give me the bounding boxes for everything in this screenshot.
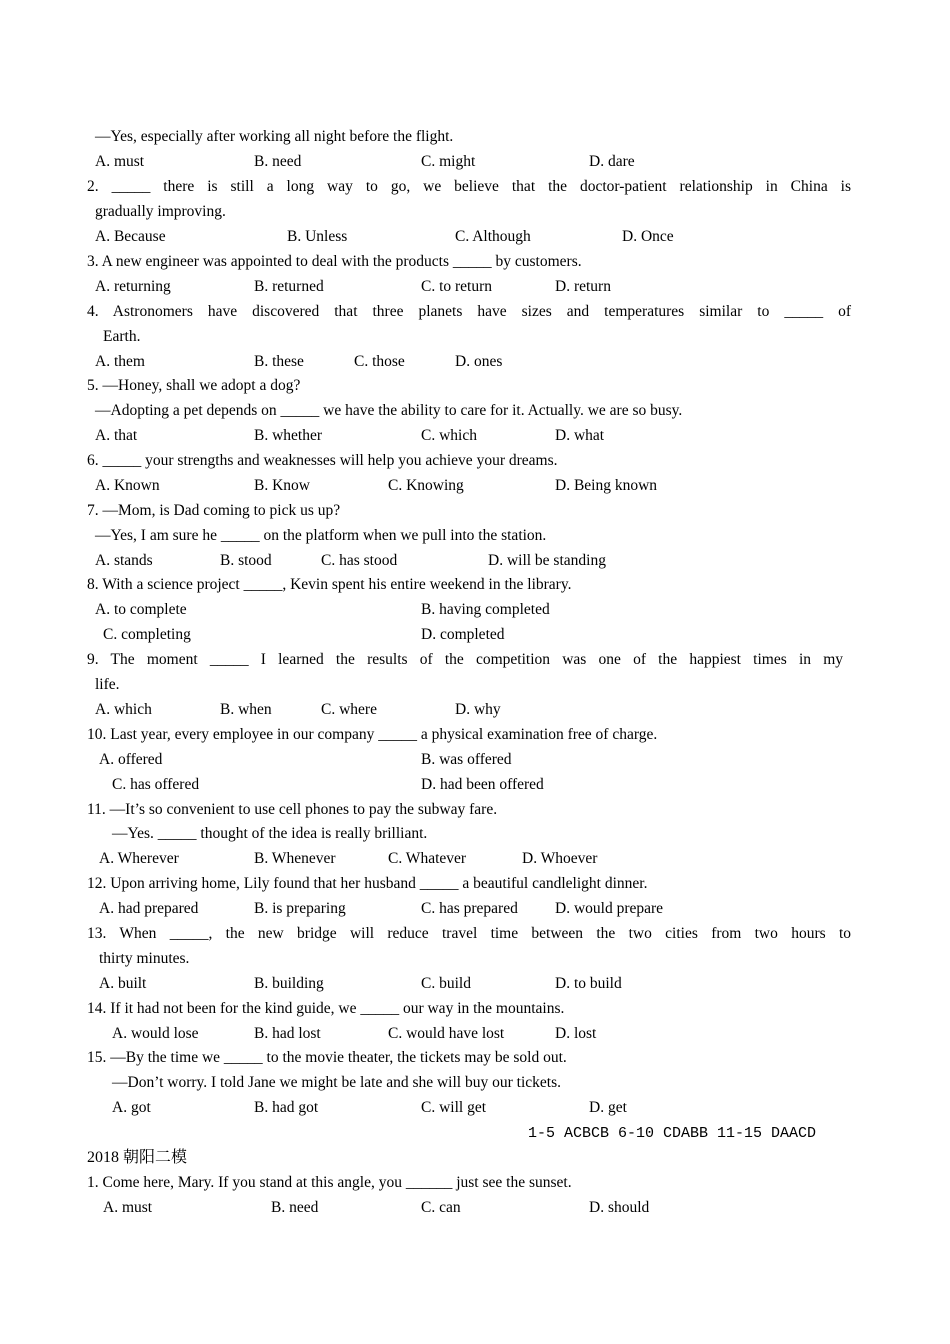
option-c: C. has offered bbox=[112, 776, 200, 793]
option-c: C. will get bbox=[421, 1099, 487, 1116]
section-title: 2018 朝阳二模 bbox=[87, 1149, 188, 1166]
option-c: C. where bbox=[321, 701, 377, 718]
option-b: B. these bbox=[254, 353, 304, 370]
question-text: —Yes, especially after working all night before the flight. bbox=[95, 128, 454, 145]
option-b: B. is preparing bbox=[254, 900, 346, 917]
question-9-stem: 9. The moment _____ I learned the results of the competition was one of the happiest times in my bbox=[87, 651, 843, 668]
option-a: A. that bbox=[95, 427, 138, 444]
question-11-stem-cont: —Yes. _____ thought of the idea is really brilliant. bbox=[112, 825, 428, 842]
option-d: D. Being known bbox=[555, 477, 658, 494]
option-b: B. when bbox=[220, 701, 272, 718]
option-a: A. got bbox=[112, 1099, 151, 1116]
option-b: B. need bbox=[254, 153, 302, 170]
option-d: D. to build bbox=[555, 975, 622, 992]
option-c: C. has prepared bbox=[421, 900, 518, 917]
option-c: C. has stood bbox=[321, 552, 398, 569]
question-7-stem-cont: —Yes, I am sure he _____ on the platform when we pull into the station. bbox=[95, 527, 547, 544]
option-d: D. would prepare bbox=[555, 900, 664, 917]
option-d: D. Whoever bbox=[522, 850, 598, 867]
option-b: B. had lost bbox=[254, 1025, 321, 1042]
option-c: C. to return bbox=[421, 278, 493, 295]
option-d: D. why bbox=[455, 701, 501, 718]
option-a: A. built bbox=[99, 975, 147, 992]
option-b: B. was offered bbox=[421, 751, 512, 768]
answer-key: 1-5 ACBCB 6-10 CDABB 11-15 DAACD bbox=[528, 1125, 817, 1142]
option-c: C. would have lost bbox=[388, 1025, 505, 1042]
option-d: D. what bbox=[555, 427, 605, 444]
option-a: A. stands bbox=[95, 552, 153, 569]
question-5-stem-cont: —Adopting a pet depends on _____ we have the ability to care for it. Actually. we are so busy. bbox=[95, 402, 683, 419]
question-10-stem: 10. Last year, every employee in our company _____ a physical examination free of charge. bbox=[87, 726, 658, 743]
option-d: D. Once bbox=[622, 228, 674, 245]
option-a: A. to complete bbox=[95, 601, 187, 618]
option-b: B. returned bbox=[254, 278, 324, 295]
question-13-stem-cont: thirty minutes. bbox=[99, 950, 190, 967]
question-3-stem: 3. A new engineer was appointed to deal with the products _____ by customers. bbox=[87, 253, 582, 270]
option-a: A. must bbox=[95, 153, 145, 170]
question-14-stem: 14. If it had not been for the kind guide, we _____ our way in the mountains. bbox=[87, 1000, 565, 1017]
section2-question-1-stem: 1. Come here, Mary. If you stand at this angle, you ______ just see the sunset. bbox=[87, 1174, 572, 1191]
option-b: B. stood bbox=[220, 552, 272, 569]
option-c: C. build bbox=[421, 975, 471, 992]
question-13-stem: 13. When _____, the new bridge will reduce travel time between the two cities from two hours to bbox=[87, 925, 851, 942]
option-c: C. might bbox=[421, 153, 476, 170]
option-a: A. them bbox=[95, 353, 145, 370]
option-a: A. which bbox=[95, 701, 152, 718]
option-d: D. should bbox=[589, 1199, 650, 1216]
option-c: C. completing bbox=[103, 626, 191, 643]
option-d: D. had been offered bbox=[421, 776, 544, 793]
option-d: D. return bbox=[555, 278, 611, 295]
question-2-stem: 2. _____ there is still a long way to go, we believe that the doctor-patient relationship in China is bbox=[87, 178, 851, 195]
question-11-stem: 11. —It’s so convenient to use cell phones to pay the subway fare. bbox=[87, 801, 498, 818]
question-5-stem: 5. —Honey, shall we adopt a dog? bbox=[87, 377, 301, 394]
option-d: D. ones bbox=[455, 353, 503, 370]
option-d: D. dare bbox=[589, 153, 635, 170]
option-a: A. would lose bbox=[112, 1025, 199, 1042]
option-c: C. Knowing bbox=[388, 477, 464, 494]
option-c: C. which bbox=[421, 427, 477, 444]
question-4-stem-cont: Earth. bbox=[103, 328, 141, 345]
option-c: C. Whatever bbox=[388, 850, 467, 867]
option-b: B. Whenever bbox=[254, 850, 336, 867]
question-12-stem: 12. Upon arriving home, Lily found that her husband _____ a beautiful candlelight dinner. bbox=[87, 875, 648, 892]
option-a: A. Because bbox=[95, 228, 166, 245]
option-b: B. whether bbox=[254, 427, 323, 444]
option-c: C. can bbox=[421, 1199, 461, 1216]
option-c: C. Although bbox=[455, 228, 531, 245]
option-a: A. Known bbox=[95, 477, 160, 494]
question-7-stem: 7. —Mom, is Dad coming to pick us up? bbox=[87, 502, 341, 519]
option-a: A. returning bbox=[95, 278, 171, 295]
option-a: A. had prepared bbox=[99, 900, 199, 917]
option-b: B. had got bbox=[254, 1099, 319, 1116]
option-b: B. having completed bbox=[421, 601, 550, 618]
question-2-stem-cont: gradually improving. bbox=[95, 203, 226, 220]
option-a: A. Wherever bbox=[99, 850, 179, 867]
option-c: C. those bbox=[354, 353, 405, 370]
option-b: B. Unless bbox=[287, 228, 348, 245]
option-a: A. offered bbox=[99, 751, 163, 768]
question-15-stem-cont: —Don’t worry. I told Jane we might be late and she will buy our tickets. bbox=[112, 1074, 561, 1091]
option-d: D. will be standing bbox=[488, 552, 606, 569]
question-9-stem-cont: life. bbox=[95, 676, 120, 693]
option-d: D. get bbox=[589, 1099, 627, 1116]
option-d: D. lost bbox=[555, 1025, 597, 1042]
question-15-stem: 15. —By the time we _____ to the movie theater, the tickets may be sold out. bbox=[87, 1049, 567, 1066]
option-b: B. building bbox=[254, 975, 324, 992]
question-8-stem: 8. With a science project _____, Kevin spent his entire weekend in the library. bbox=[87, 576, 572, 593]
option-b: B. Know bbox=[254, 477, 310, 494]
question-6-stem: 6. _____ your strengths and weaknesses will help you achieve your dreams. bbox=[87, 452, 558, 469]
option-d: D. completed bbox=[421, 626, 505, 643]
question-4-stem: 4. Astronomers have discovered that three planets have sizes and temperatures similar to _____ of bbox=[87, 303, 851, 320]
option-b: B. need bbox=[271, 1199, 319, 1216]
option-a: A. must bbox=[103, 1199, 153, 1216]
